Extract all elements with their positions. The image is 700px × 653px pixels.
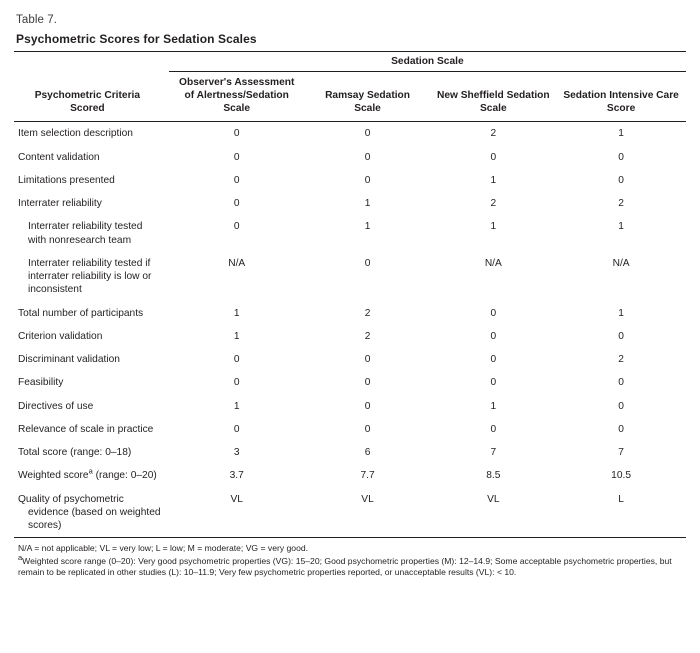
psychometric-scores-table bbox=[14, 51, 686, 538]
row-value-oaas: 0 bbox=[233, 221, 240, 233]
table-title: Psychometric Scores for Sedation Scales bbox=[16, 32, 257, 46]
row-value-ramsay: 2 bbox=[364, 330, 371, 342]
table-head bbox=[14, 52, 686, 122]
row-value-oaas: 0 bbox=[233, 198, 240, 209]
table-row bbox=[14, 348, 686, 371]
row-value-sedic: N/A bbox=[612, 257, 630, 269]
row-value-sedic: 1 bbox=[618, 128, 624, 140]
table-row bbox=[14, 146, 686, 169]
row-criteria-label: Weighted score$^a$ (range: 0–20) bbox=[18, 466, 157, 482]
table-row bbox=[14, 464, 686, 487]
row-value-ramsay: VL bbox=[305, 488, 431, 538]
row-value-sheffield: 0 bbox=[490, 307, 497, 319]
row-value-oaas: VL bbox=[169, 488, 305, 538]
row-value-sedic: 1 bbox=[618, 221, 624, 233]
row-value-oaas: 0 bbox=[233, 354, 240, 365]
table-row bbox=[14, 192, 686, 215]
row-value-ramsay: 1 bbox=[364, 221, 371, 233]
row-value-sheffield: 1 bbox=[490, 221, 497, 233]
column-header-ramsay: Ramsay Sedation Scale bbox=[305, 72, 431, 122]
row-value-sedic: 0 bbox=[618, 174, 624, 186]
column-header-new-sheffield: New Sheffield Sedation Scale bbox=[430, 72, 556, 122]
row-value-ramsay: 2 bbox=[364, 307, 371, 319]
row-criteria: Relevance of scale in practice bbox=[18, 423, 154, 435]
row-value-oaas: 0 bbox=[233, 423, 240, 435]
row-value-sedic: 0 bbox=[618, 423, 624, 435]
row-value-sheffield: 0 bbox=[490, 330, 497, 342]
row-value-ramsay: 6 bbox=[364, 447, 371, 458]
table-row bbox=[14, 302, 686, 325]
row-value-ramsay: 0 bbox=[364, 174, 371, 186]
row-value-sheffield: 2 bbox=[490, 198, 497, 209]
row-value-sedic: 2 bbox=[618, 198, 624, 209]
footnote-marker: a bbox=[18, 552, 23, 562]
row-value-oaas: 1 bbox=[233, 307, 240, 319]
row-value-sheffield: VL bbox=[430, 488, 556, 538]
row-value-oaas: N/A bbox=[228, 257, 246, 269]
table-row bbox=[14, 122, 686, 146]
row-value-sedic: L bbox=[556, 488, 686, 538]
row-criteria bbox=[14, 464, 169, 487]
row-value-sedic: 7 bbox=[618, 447, 624, 458]
row-value-sedic: 1 bbox=[618, 307, 624, 319]
table-row bbox=[14, 488, 686, 538]
row-value-sheffield: 7 bbox=[490, 447, 497, 458]
column-header-sedic: Sedation Intensive Care Score bbox=[556, 72, 686, 122]
row-criteria: Item selection description bbox=[18, 128, 133, 140]
row-value-sheffield: N/A bbox=[484, 257, 502, 269]
row-criteria: Total score (range: 0–18) bbox=[18, 447, 132, 458]
row-criteria: Quality of psychometric evidence (based on weighted scores) bbox=[14, 488, 169, 538]
group-header-sedation-scale: Sedation Scale bbox=[169, 52, 686, 72]
row-value-sedic: 0 bbox=[618, 377, 624, 389]
row-criteria: Interrater reliability tested with nonresearch team bbox=[28, 221, 143, 246]
row-criteria: Discriminant validation bbox=[18, 354, 120, 365]
table-row bbox=[14, 325, 686, 348]
row-value-sheffield: 0 bbox=[490, 423, 497, 435]
table-label: Table 7. bbox=[16, 14, 58, 26]
row-value-ramsay: 7.7 bbox=[360, 470, 375, 482]
row-criteria: Interrater reliability bbox=[18, 198, 102, 209]
row-value-sedic: 2 bbox=[618, 354, 624, 365]
row-value-ramsay: 0 bbox=[364, 377, 371, 389]
row-value-sedic: 0 bbox=[618, 330, 624, 342]
row-value-oaas: 0 bbox=[233, 174, 240, 186]
row-value-oaas: 0 bbox=[233, 151, 240, 163]
row-value-sheffield: 8.5 bbox=[486, 470, 501, 482]
row-value-ramsay: 0 bbox=[364, 400, 371, 412]
row-value-oaas: 3 bbox=[233, 447, 240, 458]
row-value-sheffield: 0 bbox=[490, 377, 497, 389]
table-row bbox=[14, 371, 686, 394]
row-value-oaas: 1 bbox=[233, 400, 240, 412]
column-header-oaas: Observer's Assessment of Alertness/Sedation Scale bbox=[169, 72, 305, 122]
group-header-row bbox=[14, 52, 686, 72]
row-value-ramsay: 0 bbox=[364, 354, 371, 365]
row-criteria: Limitations presented bbox=[18, 174, 115, 186]
row-criteria: Directives of use bbox=[18, 400, 94, 412]
row-value-sheffield: 0 bbox=[490, 354, 497, 365]
row-criteria: Criterion validation bbox=[18, 330, 103, 342]
column-header-row bbox=[14, 72, 686, 122]
footnote-weighted-score bbox=[18, 552, 684, 579]
row-criteria: Total number of participants bbox=[18, 307, 144, 319]
column-header-criteria-label: Psychometric Criteria Scored bbox=[34, 89, 141, 114]
row-value-sheffield: 1 bbox=[490, 400, 497, 412]
row-value-sheffield: 1 bbox=[490, 174, 497, 186]
footnote-abbreviations: N/A = not applicable; VL = very low; L = low; M = moderate; VG = very good. bbox=[18, 543, 309, 554]
row-criteria: Feasibility bbox=[18, 377, 64, 389]
table-row bbox=[14, 418, 686, 441]
table-row bbox=[14, 395, 686, 418]
table-body bbox=[14, 122, 686, 538]
row-value-sedic: 0 bbox=[618, 151, 624, 163]
row-value-oaas: 3.7 bbox=[229, 470, 244, 482]
row-value-oaas: 0 bbox=[233, 377, 240, 389]
table-row bbox=[14, 252, 686, 302]
row-value-ramsay: 0 bbox=[364, 128, 371, 140]
row-value-sedic: 0 bbox=[618, 400, 624, 412]
row-value-ramsay: 1 bbox=[364, 198, 371, 209]
table-footnotes bbox=[14, 543, 686, 579]
column-header-criteria bbox=[14, 72, 169, 122]
row-value-ramsay: 0 bbox=[364, 423, 371, 435]
footnote-weighted-score-text: Weighted score range (0–20): Very good psychometric properties (VG): 15–20; Good psychometric properties (M): 12–14.9; Some acceptable psychometric properties, but remain to be replicated in other studies (L): 10–11.9; Very few psychometric properties reported, or unacceptable results (VL): < 10. bbox=[18, 555, 672, 578]
row-value-sedic: 10.5 bbox=[611, 470, 631, 482]
row-value-oaas: 1 bbox=[233, 330, 240, 342]
table-row bbox=[14, 441, 686, 464]
row-value-ramsay: 0 bbox=[364, 151, 371, 163]
row-value-sheffield: 0 bbox=[490, 151, 497, 163]
row-criteria: Interrater reliability tested if interrater reliability is low or inconsistent bbox=[28, 257, 152, 296]
row-value-sheffield: 2 bbox=[490, 128, 497, 140]
row-value-ramsay: 0 bbox=[364, 257, 371, 269]
table-row bbox=[14, 169, 686, 192]
row-criteria: Content validation bbox=[18, 151, 100, 163]
table-row bbox=[14, 215, 686, 252]
row-value-oaas: 0 bbox=[233, 128, 240, 140]
group-header-spacer bbox=[14, 52, 169, 72]
